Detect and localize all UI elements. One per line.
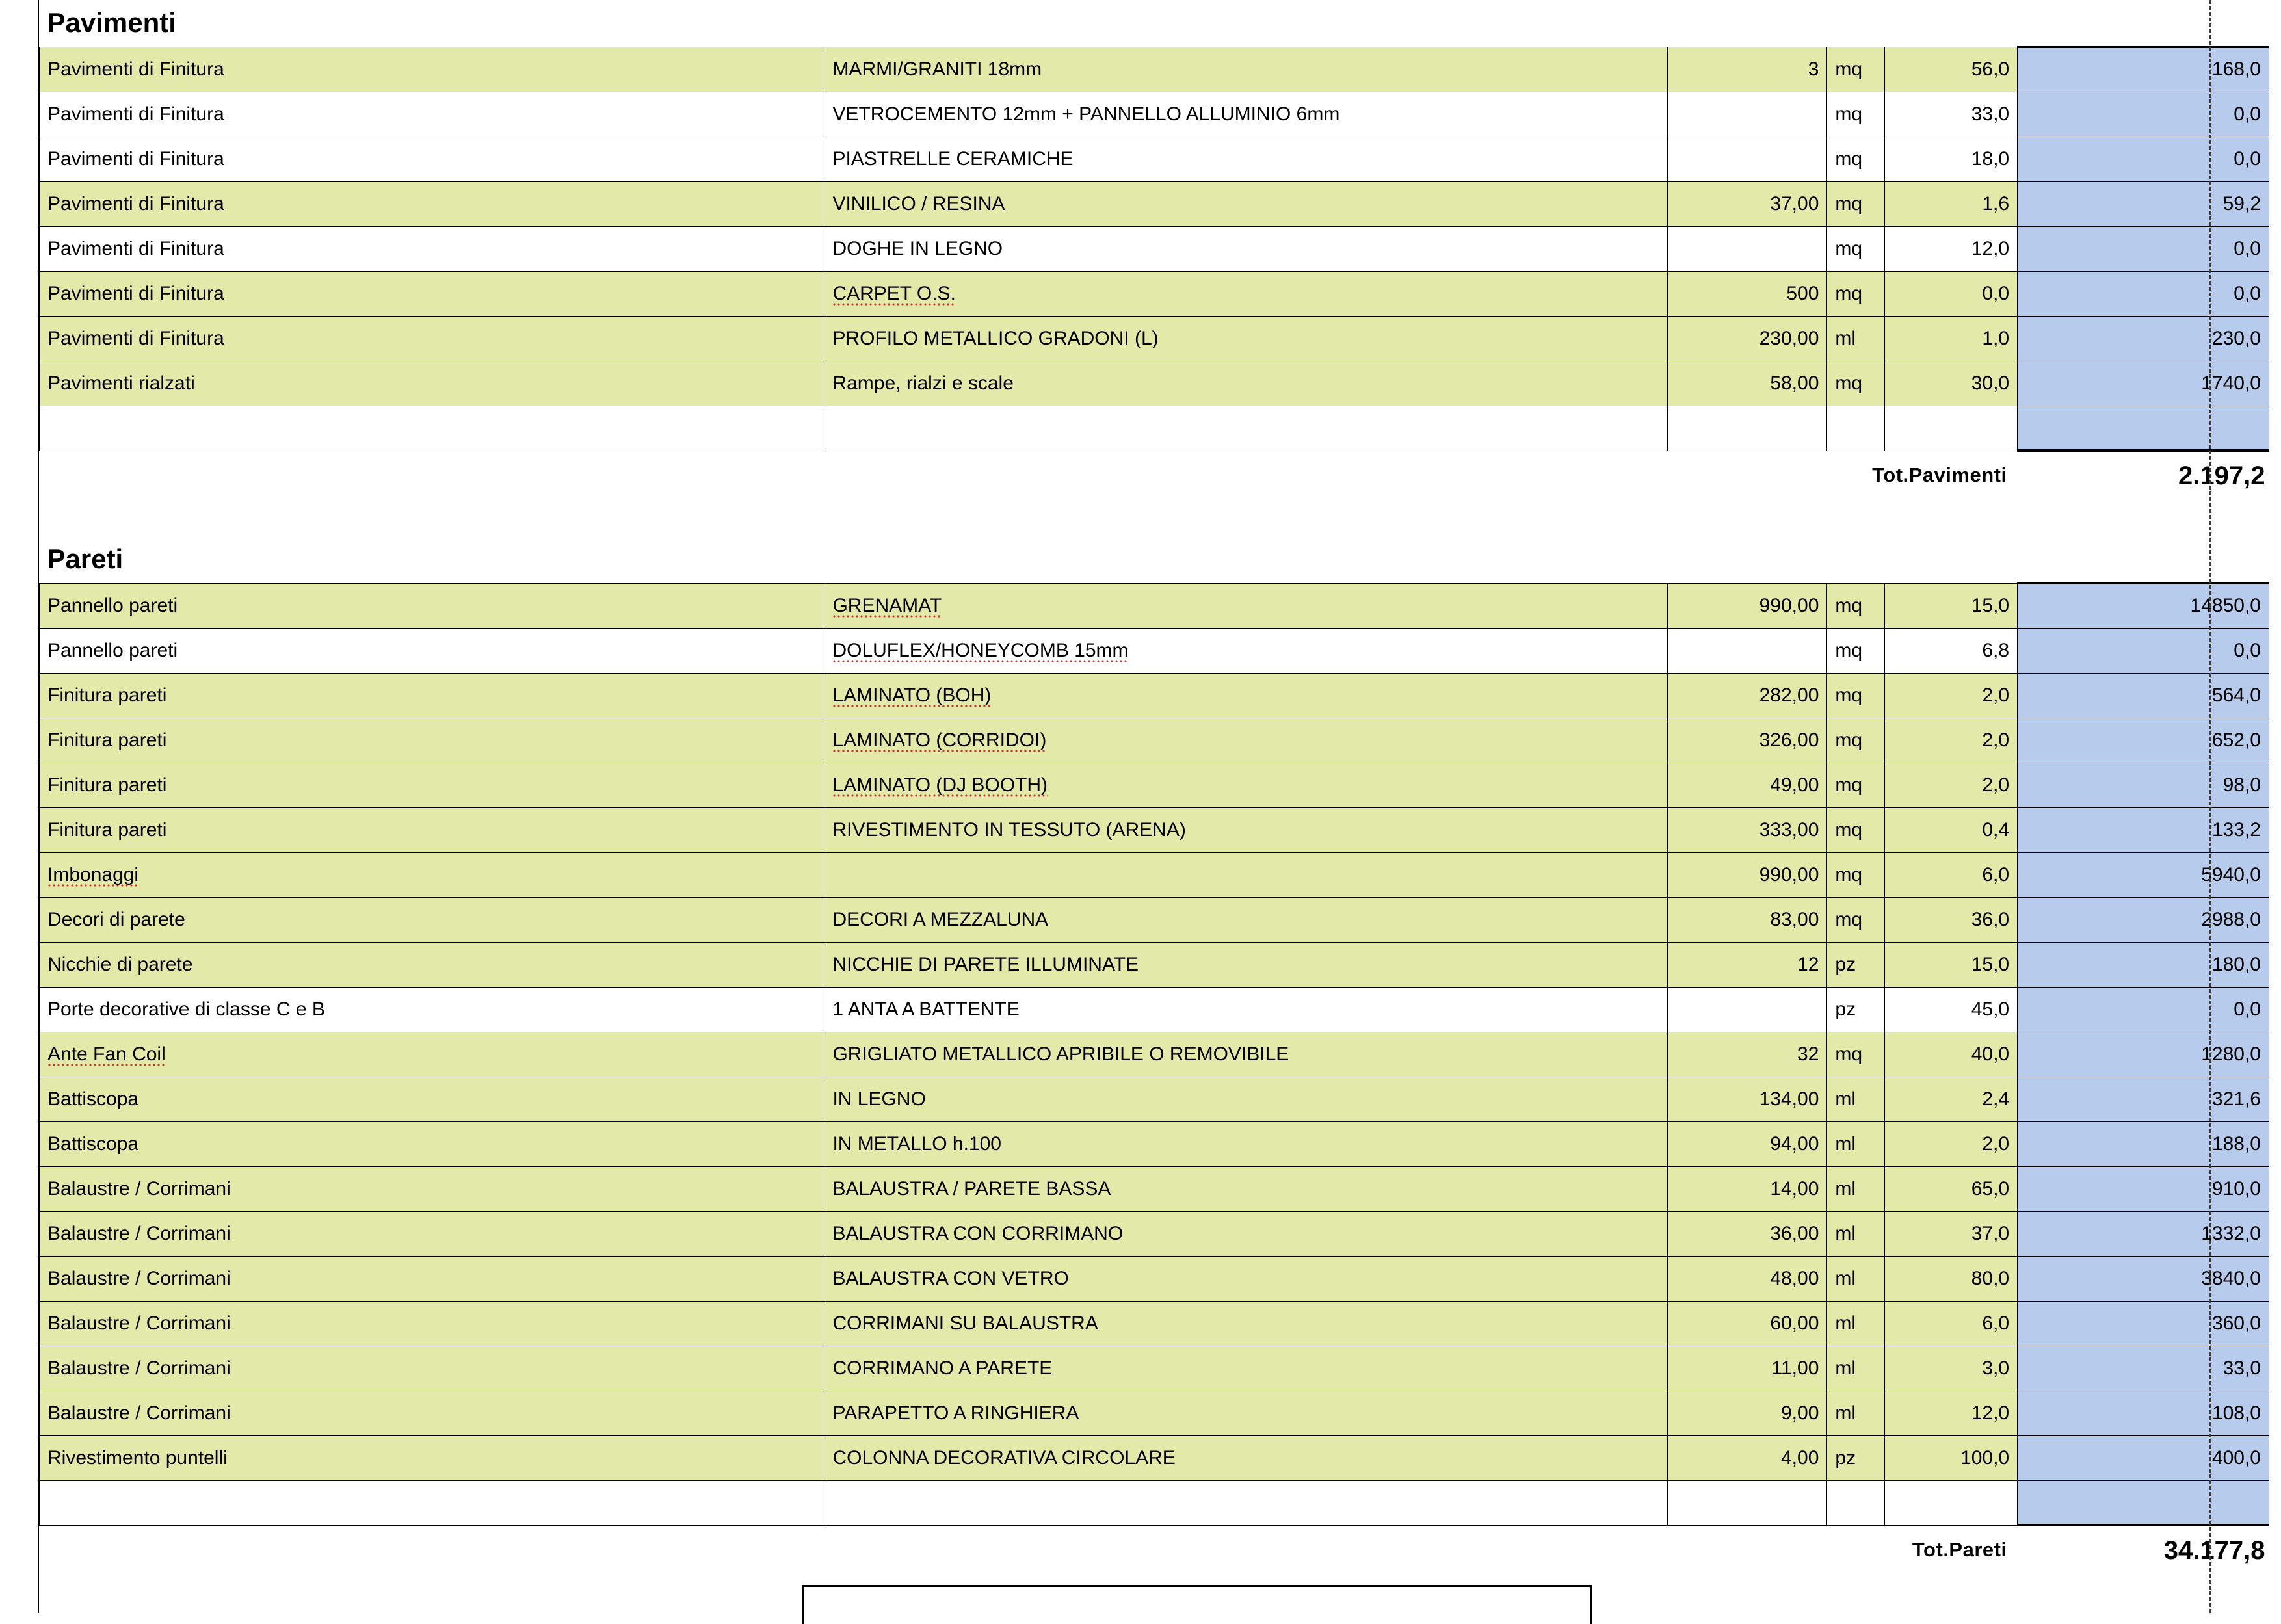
cell-total[interactable]: 230,0 (2018, 316, 2269, 361)
cell-category[interactable]: Porte decorative di classe C e B (40, 987, 824, 1032)
table-row[interactable] (40, 987, 2269, 1032)
cell-category[interactable]: Finitura pareti (40, 718, 824, 763)
cell-price[interactable]: 45,0 (1885, 987, 2018, 1032)
section-total-row (40, 451, 2269, 500)
cell-total[interactable]: 2988,0 (2018, 897, 2269, 942)
cell-price[interactable]: 6,0 (1885, 1301, 2018, 1346)
section-title: Pavimenti (40, 0, 2269, 47)
cost-estimate-table (39, 0, 2269, 1575)
cell-price[interactable]: 2,0 (1885, 718, 2018, 763)
cell-description[interactable] (824, 763, 1667, 807)
cell-unit[interactable]: mq (1827, 673, 1885, 718)
spellcheck-underline: DOLUFLEX/HONEYCOMB 15mm (832, 640, 1128, 664)
cell-category[interactable]: Pavimenti di Finitura (40, 92, 824, 137)
page-break-line (2209, 0, 2211, 1613)
cell-quantity[interactable] (1667, 92, 1827, 137)
cell-category[interactable]: Nicchie di parete (40, 942, 824, 987)
cell-quantity[interactable]: 32 (1667, 1032, 1827, 1077)
cell-unit[interactable]: mq (1827, 226, 1885, 271)
cell-category[interactable]: Balaustre / Corrimani (40, 1301, 824, 1346)
cell-total[interactable]: 180,0 (2018, 942, 2269, 987)
cell-unit[interactable]: ml (1827, 1346, 1885, 1391)
cell-unit[interactable]: mq (1827, 47, 1885, 92)
cell-description[interactable] (824, 673, 1667, 718)
cell-total[interactable]: 5940,0 (2018, 852, 2269, 897)
cell-quantity[interactable]: 134,00 (1667, 1077, 1827, 1121)
next-section-box (802, 1585, 1592, 1624)
cell-price[interactable]: 1,0 (1885, 316, 2018, 361)
table-row[interactable] (40, 673, 2269, 718)
cell-price[interactable]: 0,0 (1885, 271, 2018, 316)
cell-description[interactable]: VINILICO / RESINA (824, 181, 1667, 226)
cell-category[interactable] (40, 406, 824, 451)
spellcheck-underline: CARPET O.S. (832, 283, 956, 307)
table-row[interactable] (40, 1391, 2269, 1435)
cell-quantity[interactable]: 990,00 (1667, 583, 1827, 628)
table-row[interactable] (40, 181, 2269, 226)
spellcheck-underline: Ante Fan Coil (47, 1043, 166, 1067)
cell-total[interactable]: 0,0 (2018, 628, 2269, 673)
table-row[interactable] (40, 316, 2269, 361)
cell-category[interactable]: Pavimenti di Finitura (40, 226, 824, 271)
cell-description[interactable]: COLONNA DECORATIVA CIRCOLARE (824, 1435, 1667, 1480)
section-title-row (40, 0, 2269, 47)
cell-total[interactable]: 0,0 (2018, 226, 2269, 271)
cell-price[interactable]: 56,0 (1885, 47, 2018, 92)
cell-description[interactable]: IN METALLO h.100 (824, 1121, 1667, 1166)
cell-category[interactable]: Pavimenti di Finitura (40, 316, 824, 361)
cell-price[interactable]: 40,0 (1885, 1032, 2018, 1077)
cell-price[interactable]: 12,0 (1885, 226, 2018, 271)
cell-unit[interactable]: ml (1827, 1391, 1885, 1435)
table-row[interactable] (40, 718, 2269, 763)
cell-quantity[interactable]: 58,00 (1667, 361, 1827, 406)
cell-price[interactable]: 2,0 (1885, 763, 2018, 807)
cell-description[interactable]: IN LEGNO (824, 1077, 1667, 1121)
cell-category[interactable]: Pavimenti di Finitura (40, 271, 824, 316)
cell-category[interactable]: Pavimenti di Finitura (40, 181, 824, 226)
table-row[interactable] (40, 47, 2269, 92)
cell-category[interactable] (40, 1480, 824, 1525)
cell-price[interactable] (1885, 1480, 2018, 1525)
cell-unit[interactable] (1827, 1480, 1885, 1525)
cell-price[interactable]: 1,6 (1885, 181, 2018, 226)
table-row[interactable] (40, 1346, 2269, 1391)
cell-quantity[interactable]: 9,00 (1667, 1391, 1827, 1435)
cell-price[interactable]: 65,0 (1885, 1166, 2018, 1211)
table-row[interactable] (40, 897, 2269, 942)
cell-total[interactable]: 0,0 (2018, 137, 2269, 181)
cell-category[interactable]: Finitura pareti (40, 807, 824, 852)
cell-unit[interactable]: mq (1827, 852, 1885, 897)
cell-description[interactable]: RIVESTIMENTO IN TESSUTO (ARENA) (824, 807, 1667, 852)
spacer-cell (40, 500, 2269, 536)
cell-price[interactable]: 100,0 (1885, 1435, 2018, 1480)
cell-description[interactable]: Rampe, rialzi e scale (824, 361, 1667, 406)
cell-unit[interactable]: mq (1827, 181, 1885, 226)
cell-category[interactable]: Pannello pareti (40, 583, 824, 628)
cell-unit[interactable]: ml (1827, 1166, 1885, 1211)
cell-price[interactable]: 37,0 (1885, 1211, 2018, 1256)
cell-price[interactable]: 36,0 (1885, 897, 2018, 942)
cell-price[interactable]: 12,0 (1885, 1391, 2018, 1435)
cell-price[interactable]: 6,8 (1885, 628, 2018, 673)
cell-quantity[interactable]: 326,00 (1667, 718, 1827, 763)
table-row[interactable] (40, 583, 2269, 628)
cell-description[interactable]: DECORI A MEZZALUNA (824, 897, 1667, 942)
cell-quantity[interactable]: 49,00 (1667, 763, 1827, 807)
cell-unit[interactable]: ml (1827, 1256, 1885, 1301)
cell-total[interactable]: 3840,0 (2018, 1256, 2269, 1301)
section-title-row (40, 536, 2269, 583)
cell-category[interactable]: Balaustre / Corrimani (40, 1391, 824, 1435)
cell-description[interactable]: MARMI/GRANITI 18mm (824, 47, 1667, 92)
spellcheck-underline: GRENAMAT (832, 595, 942, 619)
table-row[interactable] (40, 628, 2269, 673)
cell-price[interactable]: 2,0 (1885, 1121, 2018, 1166)
cell-category[interactable]: Balaustre / Corrimani (40, 1256, 824, 1301)
cell-unit[interactable]: mq (1827, 763, 1885, 807)
cell-category[interactable]: Finitura pareti (40, 763, 824, 807)
cell-unit[interactable]: mq (1827, 628, 1885, 673)
total-spacer (40, 451, 1827, 500)
cell-quantity[interactable] (1667, 226, 1827, 271)
table-row[interactable] (40, 1256, 2269, 1301)
table-row[interactable] (40, 763, 2269, 807)
cell-quantity[interactable]: 230,00 (1667, 316, 1827, 361)
cell-quantity[interactable]: 94,00 (1667, 1121, 1827, 1166)
total-label: Tot.Pareti (1827, 1525, 2018, 1575)
cell-total[interactable]: 564,0 (2018, 673, 2269, 718)
table-row[interactable] (40, 361, 2269, 406)
cell-description[interactable]: PARAPETTO A RINGHIERA (824, 1391, 1667, 1435)
cell-category[interactable]: Balaustre / Corrimani (40, 1346, 824, 1391)
cell-quantity[interactable] (1667, 987, 1827, 1032)
cell-quantity[interactable]: 990,00 (1667, 852, 1827, 897)
table-row[interactable] (40, 1301, 2269, 1346)
cell-quantity[interactable] (1667, 628, 1827, 673)
cell-category[interactable]: Finitura pareti (40, 673, 824, 718)
cell-category[interactable]: Pavimenti di Finitura (40, 47, 824, 92)
cell-description[interactable]: BALAUSTRA CON VETRO (824, 1256, 1667, 1301)
cell-total[interactable]: 400,0 (2018, 1435, 2269, 1480)
cell-quantity[interactable]: 282,00 (1667, 673, 1827, 718)
cell-total[interactable]: 0,0 (2018, 92, 2269, 137)
cell-price[interactable] (1885, 406, 2018, 451)
table-row[interactable] (40, 1077, 2269, 1121)
cell-quantity[interactable]: 3 (1667, 47, 1827, 92)
cell-description[interactable] (824, 852, 1667, 897)
cell-price[interactable]: 3,0 (1885, 1346, 2018, 1391)
cell-unit[interactable]: ml (1827, 316, 1885, 361)
cell-unit[interactable]: mq (1827, 92, 1885, 137)
cell-unit[interactable]: mq (1827, 583, 1885, 628)
cell-price[interactable]: 0,4 (1885, 807, 2018, 852)
cell-quantity[interactable]: 14,00 (1667, 1166, 1827, 1211)
cell-unit[interactable]: ml (1827, 1121, 1885, 1166)
table-row[interactable] (40, 92, 2269, 137)
cell-description[interactable]: PROFILO METALLICO GRADONI (L) (824, 316, 1667, 361)
cell-price[interactable]: 18,0 (1885, 137, 2018, 181)
cell-category[interactable]: Decori di parete (40, 897, 824, 942)
section-title: Pareti (40, 536, 2269, 583)
cell-price[interactable]: 33,0 (1885, 92, 2018, 137)
table-row[interactable] (40, 1121, 2269, 1166)
cell-category[interactable]: Pavimenti rialzati (40, 361, 824, 406)
cell-price[interactable]: 2,4 (1885, 1077, 2018, 1121)
cell-category[interactable] (40, 852, 824, 897)
cell-price[interactable]: 15,0 (1885, 942, 2018, 987)
cell-quantity[interactable]: 48,00 (1667, 1256, 1827, 1301)
cell-description[interactable] (824, 628, 1667, 673)
cell-unit[interactable] (1827, 406, 1885, 451)
spellcheck-underline: Imbonaggi (47, 864, 138, 888)
table-row[interactable] (40, 942, 2269, 987)
cell-total[interactable]: 360,0 (2018, 1301, 2269, 1346)
cell-unit[interactable]: mq (1827, 361, 1885, 406)
cell-description[interactable]: DOGHE IN LEGNO (824, 226, 1667, 271)
cell-description[interactable]: BALAUSTRA CON CORRIMANO (824, 1211, 1667, 1256)
cell-quantity[interactable]: 333,00 (1667, 807, 1827, 852)
cell-quantity[interactable]: 60,00 (1667, 1301, 1827, 1346)
cell-category[interactable]: Battiscopa (40, 1121, 824, 1166)
cell-quantity[interactable] (1667, 406, 1827, 451)
cell-description[interactable] (824, 1480, 1667, 1525)
cell-unit[interactable]: pz (1827, 942, 1885, 987)
cell-category[interactable]: Battiscopa (40, 1077, 824, 1121)
cell-total[interactable]: 168,0 (2018, 47, 2269, 92)
cell-unit[interactable]: pz (1827, 987, 1885, 1032)
table-row[interactable] (40, 226, 2269, 271)
cell-unit[interactable]: ml (1827, 1077, 1885, 1121)
cell-description[interactable] (824, 406, 1667, 451)
cell-total[interactable]: 133,2 (2018, 807, 2269, 852)
table-row[interactable] (40, 1166, 2269, 1211)
total-value: 34.177,8 (2018, 1525, 2269, 1575)
total-value: 2.197,2 (2018, 451, 2269, 500)
cell-price[interactable]: 2,0 (1885, 673, 2018, 718)
cell-quantity[interactable]: 11,00 (1667, 1346, 1827, 1391)
cell-total[interactable]: 59,2 (2018, 181, 2269, 226)
cell-quantity[interactable] (1667, 1480, 1827, 1525)
cell-unit[interactable]: mq (1827, 271, 1885, 316)
cell-description[interactable]: CORRIMANO A PARETE (824, 1346, 1667, 1391)
cell-price[interactable]: 15,0 (1885, 583, 2018, 628)
table-row[interactable] (40, 1211, 2269, 1256)
total-label: Tot.Pavimenti (1827, 451, 2018, 500)
table-row[interactable] (40, 137, 2269, 181)
table-row[interactable] (40, 406, 2269, 451)
cell-total[interactable]: 14850,0 (2018, 583, 2269, 628)
cell-description[interactable]: GRIGLIATO METALLICO APRIBILE O REMOVIBILE (824, 1032, 1667, 1077)
cell-category[interactable]: Pavimenti di Finitura (40, 137, 824, 181)
cell-quantity[interactable]: 37,00 (1667, 181, 1827, 226)
cell-quantity[interactable]: 500 (1667, 271, 1827, 316)
cell-unit[interactable]: mq (1827, 1032, 1885, 1077)
table-row[interactable] (40, 807, 2269, 852)
cell-quantity[interactable]: 36,00 (1667, 1211, 1827, 1256)
cell-description[interactable] (824, 583, 1667, 628)
section-total-row (40, 1525, 2269, 1575)
cell-description[interactable] (824, 271, 1667, 316)
cell-category[interactable]: Balaustre / Corrimani (40, 1211, 824, 1256)
cell-description[interactable] (824, 718, 1667, 763)
cell-total[interactable]: 1332,0 (2018, 1211, 2269, 1256)
cell-price[interactable]: 6,0 (1885, 852, 2018, 897)
cell-quantity[interactable]: 12 (1667, 942, 1827, 987)
spellcheck-underline: LAMINATO (BOH) (832, 685, 991, 709)
cell-quantity[interactable]: 4,00 (1667, 1435, 1827, 1480)
cell-total[interactable]: 652,0 (2018, 718, 2269, 763)
cell-total[interactable]: 1740,0 (2018, 361, 2269, 406)
cell-unit[interactable]: mq (1827, 897, 1885, 942)
cell-description[interactable]: BALAUSTRA / PARETE BASSA (824, 1166, 1667, 1211)
cell-total[interactable]: 1280,0 (2018, 1032, 2269, 1077)
cell-unit[interactable]: pz (1827, 1435, 1885, 1480)
cell-quantity[interactable] (1667, 137, 1827, 181)
cell-total[interactable] (2018, 1480, 2269, 1525)
table-row[interactable] (40, 271, 2269, 316)
cell-total[interactable]: 33,0 (2018, 1346, 2269, 1391)
cell-unit[interactable]: mq (1827, 137, 1885, 181)
cell-total[interactable]: 188,0 (2018, 1121, 2269, 1166)
cell-quantity[interactable]: 83,00 (1667, 897, 1827, 942)
cell-price[interactable]: 80,0 (1885, 1256, 2018, 1301)
table-row[interactable] (40, 1435, 2269, 1480)
cell-description[interactable]: NICCHIE DI PARETE ILLUMINATE (824, 942, 1667, 987)
total-spacer (40, 1525, 1827, 1575)
table-row[interactable] (40, 1032, 2269, 1077)
cell-category[interactable] (40, 1032, 824, 1077)
spellcheck-underline: LAMINATO (CORRIDOI) (832, 729, 1046, 753)
cell-description[interactable]: CORRIMANI SU BALAUSTRA (824, 1301, 1667, 1346)
cell-total[interactable]: 98,0 (2018, 763, 2269, 807)
cell-unit[interactable]: mq (1827, 807, 1885, 852)
cell-total[interactable] (2018, 406, 2269, 451)
cell-price[interactable]: 30,0 (1885, 361, 2018, 406)
cell-category[interactable]: Pannello pareti (40, 628, 824, 673)
cell-total[interactable]: 321,6 (2018, 1077, 2269, 1121)
cell-unit[interactable]: mq (1827, 718, 1885, 763)
cell-unit[interactable]: ml (1827, 1211, 1885, 1256)
cell-description[interactable]: 1 ANTA A BATTENTE (824, 987, 1667, 1032)
cell-unit[interactable]: ml (1827, 1301, 1885, 1346)
cell-total[interactable]: 910,0 (2018, 1166, 2269, 1211)
cell-total[interactable]: 108,0 (2018, 1391, 2269, 1435)
cell-total[interactable]: 0,0 (2018, 271, 2269, 316)
table-row[interactable] (40, 1480, 2269, 1525)
spellcheck-underline: LAMINATO (DJ BOOTH) (832, 774, 1048, 798)
cell-description[interactable]: PIASTRELLE CERAMICHE (824, 137, 1667, 181)
cell-category[interactable]: Balaustre / Corrimani (40, 1166, 824, 1211)
left-margin-rule (38, 0, 39, 1613)
cell-total[interactable]: 0,0 (2018, 987, 2269, 1032)
spacer-row (40, 500, 2269, 536)
cell-description[interactable]: VETROCEMENTO 12mm + PANNELLO ALLUMINIO 6mm (824, 92, 1667, 137)
table-row[interactable] (40, 852, 2269, 897)
cell-category[interactable]: Rivestimento puntelli (40, 1435, 824, 1480)
